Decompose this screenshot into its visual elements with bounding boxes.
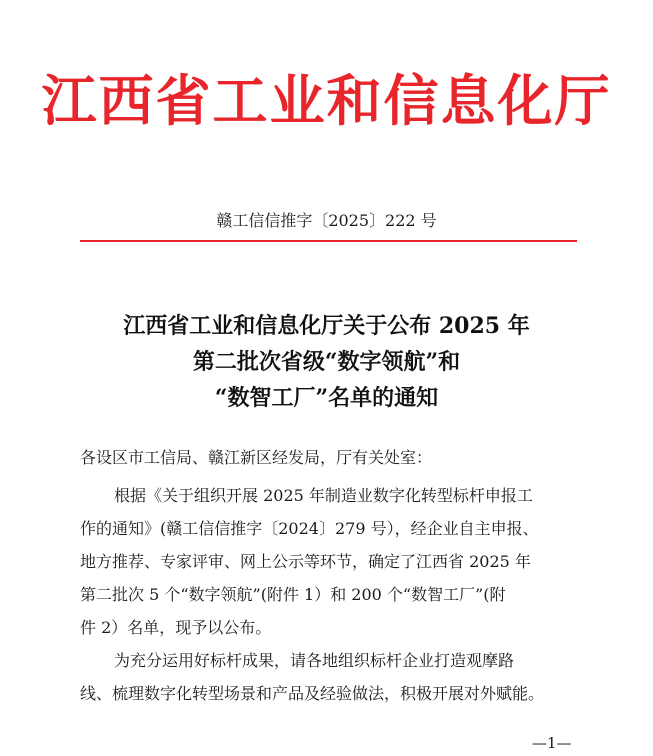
body-line-5: 件 2）名单，现予以公布。 bbox=[80, 618, 272, 637]
body-line-2: 作的通知》(赣工信信推字〔2024〕279 号），经企业自主申报、 bbox=[80, 519, 539, 538]
salutation: 各设区市工信局、赣江新区经发局，厅有关处室： bbox=[80, 448, 433, 467]
red-divider-line bbox=[80, 240, 577, 242]
body-text bbox=[80, 482, 580, 713]
org-masthead-title: 江西省工业和信息化厅 bbox=[41, 68, 612, 133]
body-line-3: 地方推荐、专家评审、网上公示等环节，确定了江西省 2025 年 bbox=[80, 552, 531, 571]
headline-line-3: “数智工厂”名单的通知 bbox=[214, 385, 439, 411]
body-line-7: 线、梳理数字化转型场景和产品及经验做法，积极开展对外赋能。 bbox=[80, 684, 545, 703]
body-line-4: 第二批次 5 个“数字领航”(附件 1）和 200 个“数智工厂”(附 bbox=[80, 585, 506, 604]
headline-line-2: 第二批次省级“数字领航”和 bbox=[192, 349, 461, 375]
notice-headline bbox=[0, 308, 653, 416]
page-number: —1— bbox=[532, 734, 572, 752]
document-number: 赣工信信推字〔2025〕222 号 bbox=[216, 211, 437, 230]
headline-line-1: 江西省工业和信息化厅关于公布 2025 年 bbox=[123, 313, 530, 339]
body-line-6: 为充分运用好标杆成果，请各地组织标杆企业打造观摩路 bbox=[114, 651, 515, 670]
body-line-1: 根据《关于组织开展 2025 年制造业数字化转型标杆申报工 bbox=[114, 486, 533, 505]
